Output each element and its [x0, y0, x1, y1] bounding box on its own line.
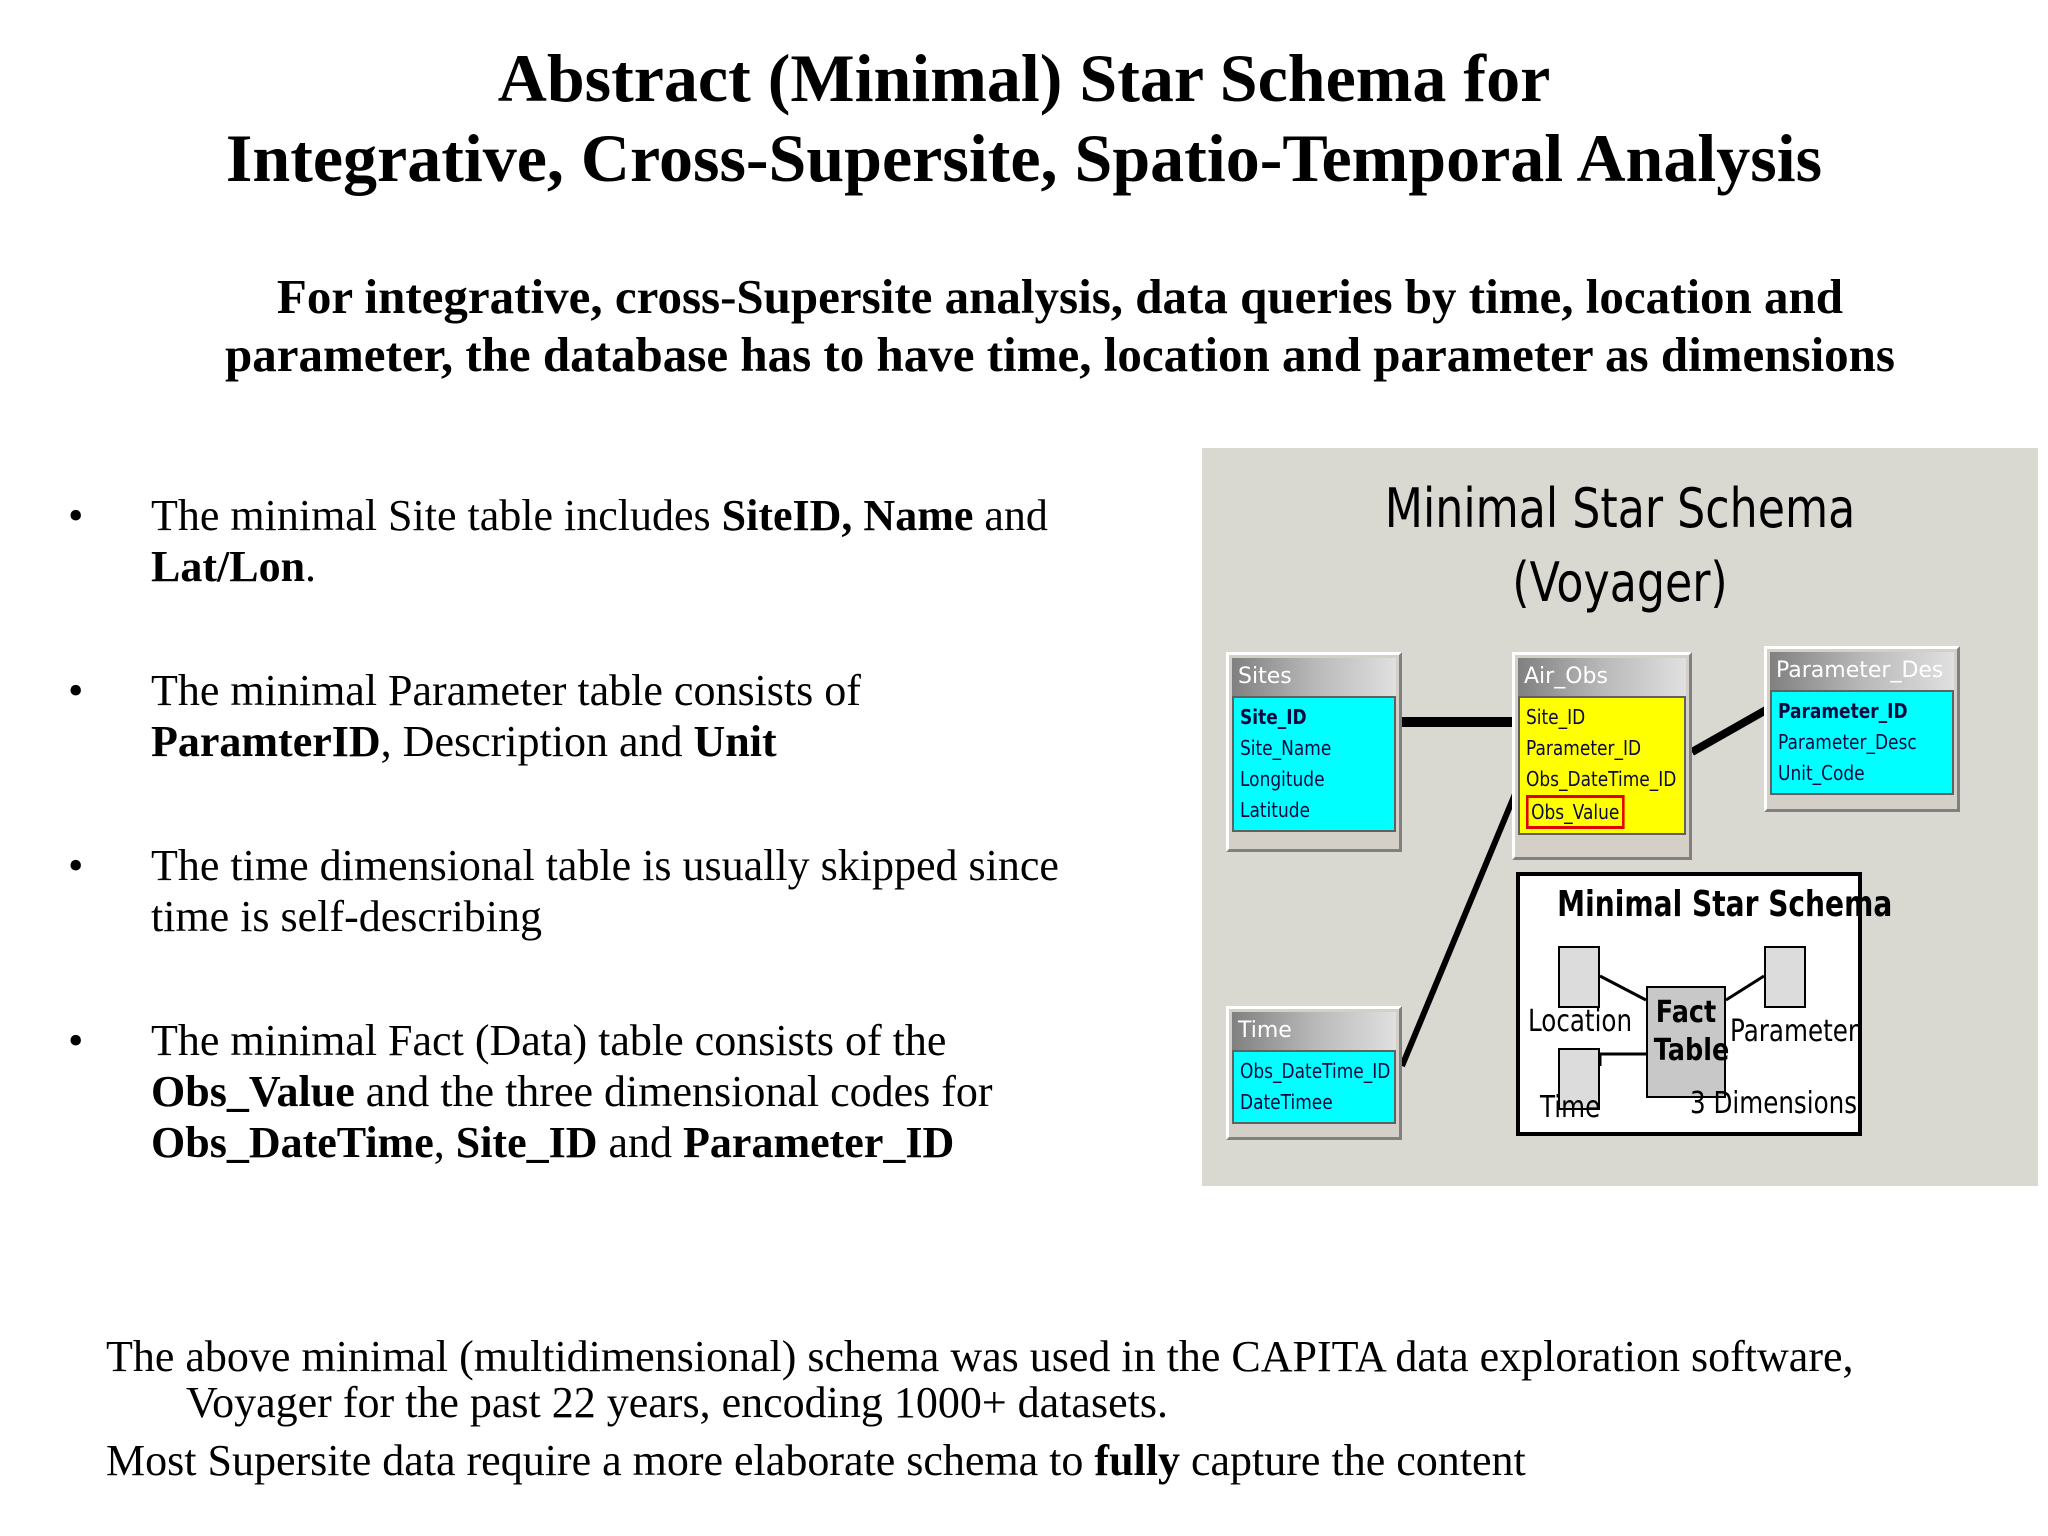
bullet-marker: • — [68, 841, 84, 890]
parameter-label: Parameter — [1730, 1014, 1858, 1049]
time-label: Time — [1540, 1090, 1601, 1125]
field: Parameter_Desc — [1778, 730, 1917, 754]
bullet-text: The minimal Fact (Data) table consists of the Obs_Value and the three dimensional codes for Obs_DateTime, Site_ID and Parameter_ID — [151, 1016, 993, 1167]
field: Site_ID — [1526, 705, 1586, 729]
footer-line-2: Voyager for the past 22 years, encoding 1000+ datasets. — [186, 1378, 1168, 1427]
bullet-marker: • — [68, 666, 84, 715]
subtitle-line-1: For integrative, cross-Supersite analysis, data queries by time, location and — [276, 269, 1844, 324]
table-fields — [1518, 696, 1686, 835]
table-fields — [1232, 696, 1396, 832]
field: Parameter_ID — [1778, 699, 1908, 723]
field: Parameter_ID — [1526, 736, 1642, 760]
table-header: Time — [1232, 1012, 1396, 1050]
footer-line-3: Most Supersite data require a more elaborate schema to fully capture the content — [106, 1436, 1526, 1485]
location-dimension-box — [1558, 946, 1600, 1008]
parameter-table — [1764, 646, 1960, 812]
table-header: Air_Obs — [1518, 658, 1686, 696]
slide-title — [0, 38, 2048, 198]
title-line-1: Abstract (Minimal) Star Schema for — [497, 40, 1551, 116]
table-header: Parameter_Des — [1770, 652, 1954, 690]
airobs-to-parameter-link — [1692, 710, 1766, 752]
parameter-dimension-box — [1764, 946, 1806, 1008]
inset-title: Minimal Star Schema — [1557, 884, 1893, 925]
bullet-text: The minimal Site table includes SiteID, Name and Lat/Lon. — [151, 491, 1048, 591]
bullet-marker: • — [68, 1016, 84, 1065]
subtitle-line-2: parameter, the database has to have time, location and parameter as dimensions — [224, 327, 1896, 382]
subtitle — [120, 268, 2000, 384]
diagram-title: Minimal Star Schema (Voyager) — [1384, 477, 1856, 614]
location-label: Location — [1528, 1004, 1633, 1039]
field-value-highlight: Obs_Value — [1526, 795, 1655, 829]
time-table — [1226, 1006, 1402, 1140]
airobs-to-time-link — [1402, 794, 1515, 1066]
star-schema-inset — [1516, 872, 1893, 1136]
title-line-2: Integrative, Cross-Supersite, Spatio-Temporal Analysis — [225, 120, 1823, 196]
table-fields — [1232, 1050, 1396, 1124]
field: Unit_Code — [1778, 761, 1865, 785]
fact-table-box: Fact Table — [1646, 986, 1726, 1098]
field: Site_Name — [1240, 736, 1332, 760]
star-schema-diagram — [1202, 448, 2038, 1186]
field: Longitude — [1240, 767, 1325, 791]
bullet-text: The minimal Parameter table consists of ParamterID, Description and Unit — [151, 666, 861, 766]
dimensions-caption: 3 Dimensions — [1690, 1086, 1858, 1121]
field: Latitude — [1240, 798, 1310, 822]
table-header: Sites — [1232, 658, 1396, 696]
bullet-marker: • — [68, 491, 84, 540]
footer-line-1: The above minimal (multidimensional) schema was used in the CAPITA data exploration software, — [106, 1332, 1854, 1381]
air-obs-table — [1512, 652, 1692, 860]
field: Site_ID — [1240, 705, 1307, 729]
field: DateTimee — [1240, 1090, 1333, 1114]
field: Obs_DateTime_ID — [1240, 1059, 1391, 1083]
field: Obs_DateTime_ID — [1526, 767, 1677, 791]
table-fields — [1770, 690, 1954, 795]
bullet-text: The time dimensional table is usually skipped since time is self-describing — [151, 841, 1059, 941]
sites-table — [1226, 652, 1402, 852]
